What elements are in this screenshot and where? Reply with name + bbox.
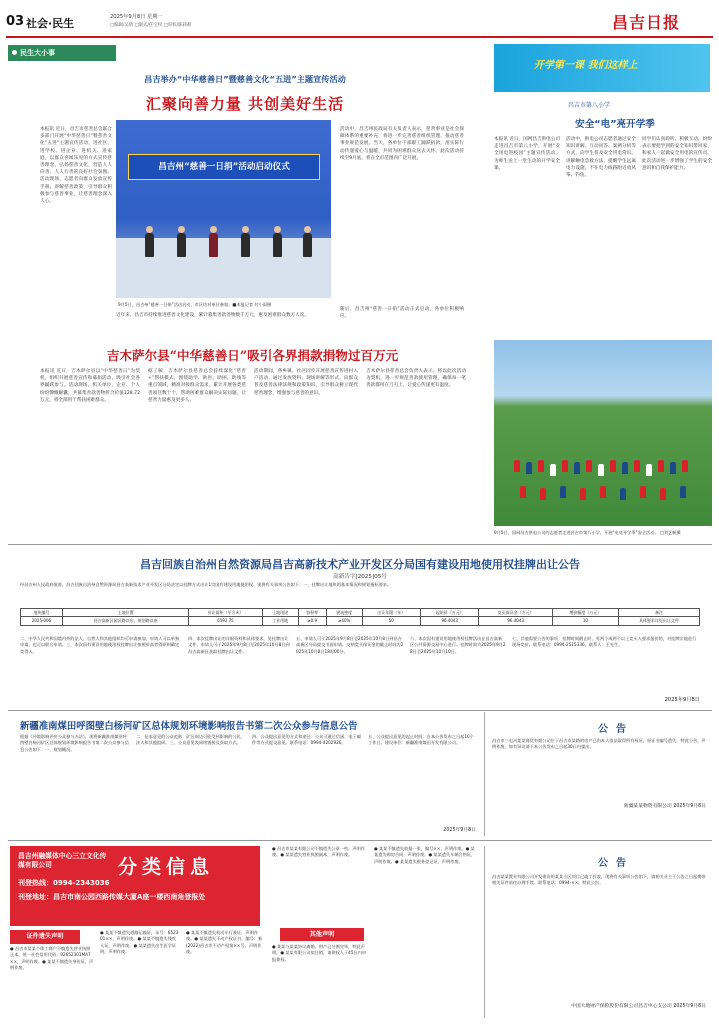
student-icon [680,486,686,498]
land-notice-date: 2025年9月8日 [664,697,700,703]
student-icon [660,488,666,500]
classifieds-col-2: ● 某某不慎遗失道路运输证，证号：652301××，声明作废。● 某某不慎遗失残疾人证，声明作废。● 某某遗失出生医学证明，声明作废。 [100,930,179,955]
story1-headline[interactable]: 汇聚向善力量 共创美好生活 [145,95,345,113]
story1-body-col-c: 近年来，昌吉市持续推进慈善文化建设，累计募集善款善物数千万元，惠及困难群众数万人次。 [116,313,309,318]
issue-date: 2025年9月8日 星期一 [110,14,163,20]
table-cell: 6592.75 [189,617,263,625]
column-divider [484,846,485,1018]
land-notice-number: 高新告字[2025]05号 [333,574,387,580]
column-divider [484,712,485,836]
student-icon [540,488,546,500]
section-name: 社会·民生 [26,17,75,30]
person-icon [145,233,154,257]
story3-body-col-b: 活动中，供电公司志愿者通过安全知识讲解、互动问答、案例分析等方式，向学生普及安全用电常识，讲解触电急救方法，提醒学生远离电力设施，不在电力线路附近放风筝、钓鱼。 [566,137,636,179]
story1-body-col-a: 本报讯 近日，昌吉市慈善总会联合多部门开展“中华慈善日”暨慈善文化“五进”主题宣传活动，进社区、进学校、进企业、进机关、进家庭，以群众喜闻乐见的方式宣传慈善理念，弘扬慈善文化，营造人人向善、人人行善的良好社会氛围。活动现场，志愿者向群众发放宣传手册，讲解慈善政策，引导群众积极参与慈善事业，让慈善理念深入人心。 [40,127,112,205]
student-icon [620,488,626,500]
table-header: 出让面积（平方米） [189,609,263,617]
story2-headline[interactable]: 吉木萨尔县“中华慈善日”吸引各界捐款捐物过百万元 [106,348,399,363]
classifieds-col-1: ● 昌吉市某某个体工商户不慎遗失营业执照正本，统一社会信用代码：92652301MA7××，声明作废。● 某某不慎遗失身份证，声明作废。 [10,946,94,971]
table-cell: 50 [362,617,420,625]
story2-body-col-c: 活动期间，各乡镇、社区同步开展慈善宣传进村入户活动，通过发放资料、现场讲解等形式，向群众普及慈善法律法规和政策知识，引导群众树立现代慈善理念，增强参与慈善的意识。 [254,369,358,396]
person-icon [210,226,217,233]
student-icon [600,486,606,498]
student-icon [526,462,532,474]
classifieds-hotline[interactable]: 刊登热线：0994-2343036 [18,879,110,887]
photo-banner: 昌吉州“慈善一日捐”活动启动仪式 [128,154,320,180]
notice-1-body: 昌吉市三屯河某某商贸有限公司位于昌吉市某路的房产已由本人依法取得所有权证，原证书编号遗失，特此公告，声明作废，如有异议请于本公告发布之日起30日内提出。 [492,738,706,750]
env-notice-date: 2025年9月8日 [443,828,476,833]
land-notice-col-1: 二、中华人民共和国境内外的法人、自然人和其他组织均可申请参加，申请人可以单独申请，也可以联合申请。三、本次国有建设用地使用权挂牌出让按照价高者得原则确定竞得人。 [20,636,180,654]
person-icon [274,226,281,233]
classifieds-col-4: ● 昌吉市某某有限公司不慎遗失公章一枚，声明作废。● 某某遗失营业执照副本，声明作废。 [272,846,365,858]
table-header: 竞买保证金（万元） [479,609,553,617]
person-icon [177,233,186,257]
school-banner-text: 开学第一课 我们这样上 [534,60,638,71]
table-cell: 2025-006 [21,617,63,625]
env-notice-title[interactable]: 新疆准南煤田呼图壁白杨河矿区总体规划环境影响报告书第二次公众参与信息公告 [20,721,358,732]
table-cell: ≥0.9 [298,617,326,625]
env-notice-col-2: 二、征求意见的公众范围：矿区周边可能受到影响的公民、法人和其他组织。三、公众意见表网络链接及获取方式。 [136,734,245,746]
person-icon [303,233,312,257]
land-table [20,608,700,626]
tag-dot-icon [12,50,17,55]
editor-credits: □编辑/吴倩 □版式/任宝权 □审校/陈莉莉 [110,23,192,28]
land-notice-intro: 经昌吉州人民政府批准，昌吉回族自治州自然资源局昌吉高新技术产业开发区分局决定以挂牌方式出让1宗国有建设用地使用权。现将有关事项公告如下：一、挂牌出让地块的基本情况和规划指标要求。 [20,582,392,587]
student-icon [562,460,568,472]
land-table-header-row [21,609,700,617]
person-icon [178,226,185,233]
table-cell: 10 [552,617,618,625]
school-banner [494,44,710,92]
classifieds-org: 昌吉州融媒体中心三立文化传媒有限公司 [18,852,107,869]
newspaper-logo: 昌吉日报 [612,13,681,32]
table-header: 起始价（万元） [421,609,479,617]
land-notice-col-5: 七、其他需要公告的事项：挂牌时间截止时，有两个或两个以上竞买人要求报价的，对挂牌宗地进行现场竞价。联系电话：0994-2515336。联系人：王先生。 [512,636,697,648]
person-icon [304,226,311,233]
page-number: 03 [6,14,25,29]
table-row [21,617,700,625]
student-icon [514,460,520,472]
header-rule [6,36,713,38]
notice-2-body: 昌吉某某置业有限公司开发建设的某某小区项目已竣工验收，现将有关事项公告如下，请相关业主于公告之日起携带相关证件前往办理手续。联系电话：0994-××。特此公告。 [492,874,706,886]
story3-headline[interactable]: 安全“电”亮开学季 [575,119,655,130]
story1-photo[interactable] [116,120,331,298]
classifieds-col-5: ● 某某与某某协议离婚，财产已分割完毕，特此声明。● 某某有限公司拟注销，请债权人于45日内申报债权。 [272,944,367,962]
table-header: 建筑密度 [326,609,362,617]
notice-1-title[interactable]: 公告 [598,724,634,735]
story3-body-col-a: 本报讯 近日，国网昌吉供电公司走进昌吉市第八小学，开展“安全用电进校园”主题宣传活动，为师生送上一堂生动的开学安全课。 [494,137,560,171]
student-icon [646,464,652,476]
table-header: 土地用途 [262,609,298,617]
table-cell: ≥40% [326,617,362,625]
student-icon [574,462,580,474]
student-icon [538,460,544,472]
env-notice-col-3: 四、公众提出意见的方式和途径：公众可通过信函、电子邮件等方式提交意见。联系电话：0994-4202926。 [252,734,361,746]
table-header: 土地位置 [62,609,188,617]
classifieds-col-3: ● 某某不慎遗失机动车行驶证，声明作废。● 某某遗失不动产权证书，编号：新(2022)昌吉市不动产权第××号，声明作废。 [186,930,263,955]
student-icon [586,460,592,472]
table-cell: 具体要求详见出让文件 [618,617,699,625]
classifieds-col-6: ● 某某不慎遗失收据一张，编号××，声明作废。● 某某遗失购房合同，声明作废。● 某某遗失车辆合格证，声明作废。● 某某遗失税务登记证，声明作废。 [374,846,476,864]
table-header: 增价幅度（万元） [552,609,618,617]
section-divider [8,840,712,841]
person-icon [242,226,249,233]
land-notice-title[interactable]: 昌吉回族自治州自然资源局昌吉高新技术产业开发区分局国有建设用地使用权挂牌出让公告 [140,558,580,571]
table-header: 出让年限（年） [362,609,420,617]
student-icon [610,460,616,472]
notice-1-sign: 新疆某某物资有限公司 2025年9月8日 [623,804,706,809]
story3-body-col-c: 同学们认真聆听、积极互动，纷纷表示要把学到的安全知识带回家，和家人一起做安全用电的宣传员。此次活动进一步增强了学生的安全意识和自我保护能力。 [642,137,712,171]
notice-2-sign: 中国大地财产保险股份有限公司昌吉中心支公司 2025年9月8日 [571,1004,706,1009]
table-cell: 96.4043 [479,617,553,625]
story3-photo-caption: 9月5日，国网昌吉供电公司的志愿者走进昌吉市第八小学，开展“电亮开学季”安全活动。 □刘艺帆摄 [494,530,681,535]
student-icon [622,462,628,474]
table-header: 备注 [618,609,699,617]
land-notice-col-4: 六、本次国有建设用地使用权挂牌活动在昌吉高新区公共资源交易中心进行。挂牌时间为2025年9月28日至2025年10月10日。 [410,636,506,654]
table-header: 容积率 [298,609,326,617]
person-icon [241,233,250,257]
table-cell: 昌吉高新区园区路以东、规划路以南 [62,617,188,625]
student-icon [580,488,586,500]
classifieds-address: 刊登地址：昌吉市南公园西路传媒大厦A座一楼西南角登报处 [18,893,206,901]
student-icon [670,462,676,474]
other-statement-label: 其他声明 [280,928,364,941]
story2-body-col-a: 本报讯 近日，吉木萨尔县以“中华慈善日”为契机，组织开展慈善宣传和募捐活动，吸引社会各界踊跃参与。活动现场，机关单位、企业、个人纷纷慷慨解囊，共募集善款善物折合价值128.72万元，将全部用于帮扶困难群众。 [40,369,140,403]
lost-cert-label: 证件遗失声明 [10,930,80,944]
story1-kicker: 昌吉举办“中华慈善日”暨慈善文化“五进”主题宣传活动 [144,74,346,84]
section-divider [8,710,712,711]
env-notice-col-4: 五、公众提出意见的起止时间：自本公告发布之日起10个工作日。建设单位：新疆准南煤田开发有限公司。 [368,734,474,746]
section-divider [8,544,712,545]
student-icon [598,464,604,476]
story1-photo-caption: 9月5日，昌吉州“慈善一日捐”活动启动，市区结对单位参加。■本报记者 付小雨摄 [118,302,272,307]
student-icon [520,486,526,498]
student-icon [682,460,688,472]
land-notice-col-2: 四、本次挂牌出让的详细资料和具体要求，见挂牌出让文件。申请人可于2025年9月8日至2025年10月8日到昌吉高新区获取挂牌出让文件。 [188,636,290,654]
person-icon [209,233,218,257]
student-icon [560,486,566,498]
env-notice-col-1: 根据《环境影响评价公众参与办法》，现将新疆准南煤田呼图壁白杨河矿区总体规划环境影响报告书第二次公众参与信息公告如下：一、规划概况。 [20,734,129,752]
person-icon [146,226,153,233]
story2-body-col-b: 据了解，吉木萨尔县慈善总会持续深化“慈善+”帮扶模式，围绕助学、助医、助困、助残等重点领域，精准对接群众需求，累计开展各类慈善项目数十个，帮助困难群众解决实际问题，让慈善力量惠及更多人。 [148,369,246,403]
person-icon [273,233,282,257]
student-icon [658,460,664,472]
student-icon [634,460,640,472]
student-icon [640,486,646,498]
classifieds-title: 分类信息 [118,856,215,878]
story2-body-col-d: 吉木萨尔县慈善总会负责人表示，将以此次活动为契机，进一步规范善款使用管理，确保每一笔善款都用在刀刃上，让爱心传递更有温度。 [366,369,466,389]
table-cell: 96.4043 [421,617,479,625]
masthead [0,0,719,40]
story1-body-col-b: 活动中，昌吉州民政局有关负责人表示，慈善事业是社会保障体系的重要补充，将进一步完善慈善组织管理，推动慈善事业规范发展。当天，各单位干部职工踊跃捐款，用实际行动传递爱心与温暖，共同为困难群众送去关怀。此次活动持续至9月底，将在全市范围内广泛开展。 [340,127,464,161]
column-tag: 民生大小事 [8,45,116,61]
table-cell: 工业用地 [262,617,298,625]
notice-2-title[interactable]: 公告 [598,858,634,869]
school-name: 昌吉市第八小学 [568,102,611,109]
story1-body-col-d: 随后，昌吉州“慈善一日捐”活动正式启动，各单位积极响应。 [340,307,464,320]
story3-photo[interactable] [494,340,712,526]
student-icon [550,464,556,476]
table-header: 地块编号 [21,609,63,617]
land-notice-col-3: 五、申请人可于2025年9月8日至2025年10月8日到昌吉高新区分局提交书面申请。交纳竞买保证金的截止时间为2025年10月8日18时00分。 [296,636,404,654]
